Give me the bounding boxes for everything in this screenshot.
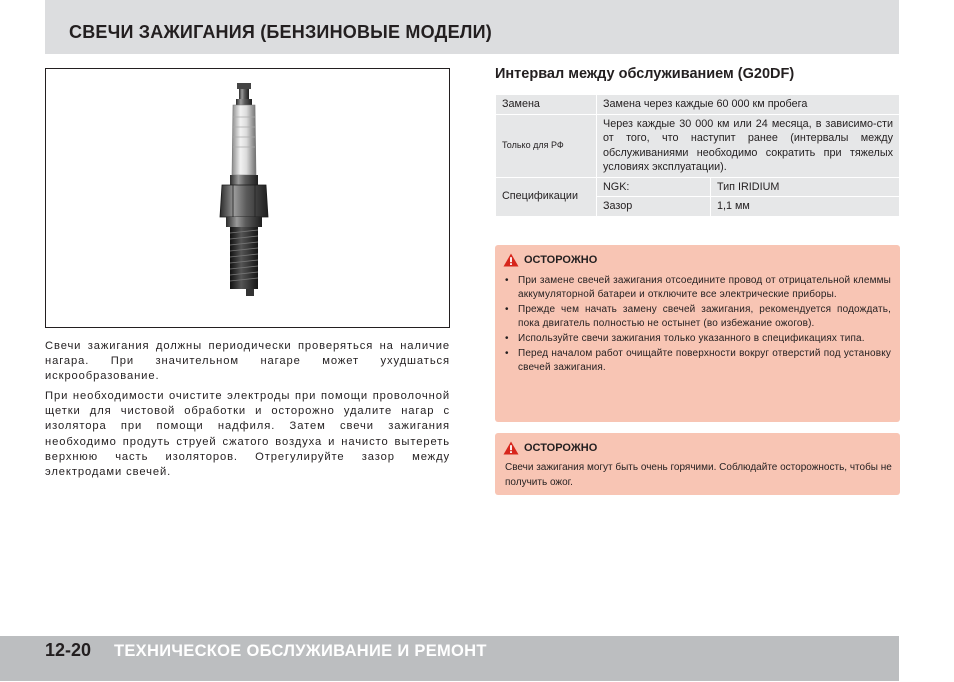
caution-header xyxy=(503,253,597,267)
list-item: • При замене свечей зажигания отсоедините провод от отрицательной клеммы аккумуляторной батареи и отключите все электрические приборы. xyxy=(503,274,891,301)
table-cell: Зазор xyxy=(597,197,711,217)
caution-title: ОСТОРОЖНО xyxy=(524,254,598,266)
warning-icon xyxy=(503,253,519,267)
table-row xyxy=(496,177,900,197)
table-cell: Тип IRIDIUM xyxy=(711,177,900,197)
list-item: • Используйте свечи зажигания только указанного в спецификациях типа. xyxy=(503,332,891,346)
caution-box-hot xyxy=(495,433,900,495)
chapter-title: ТЕХНИЧЕСКОЕ ОБСЛУЖИВАНИЕ И РЕМОНТ xyxy=(114,642,487,660)
warning-icon xyxy=(503,441,519,455)
paragraph-inspection: Свечи зажигания должны периодически проверяться на наличие нагара. При значительном нагаре может ухудшаться искрообразование. xyxy=(45,340,450,383)
table-row xyxy=(496,114,900,177)
list-item: • Прежде чем начать замену свечей зажигания, рекомендуется подождать, пока двигатель полностью не остынет (во избежание ожогов). xyxy=(503,303,891,330)
spark-plug-photo xyxy=(45,68,450,328)
table-cell: Только для РФ xyxy=(496,114,597,177)
caution-text: Свечи зажигания могут быть очень горячими. Соблюдайте осторожность, чтобы не получить ожог. xyxy=(505,462,892,488)
spark-plug-illustration xyxy=(46,69,449,327)
list-item: • Перед началом работ очищайте поверхности вокруг отверстий под установку свечей зажигания. xyxy=(503,347,891,374)
table-cell: 1,1 мм xyxy=(711,197,900,217)
caution-list xyxy=(503,274,891,376)
section-title: Интервал между обслуживанием (G20DF) xyxy=(495,66,795,82)
table-cell: Спецификации xyxy=(496,177,597,216)
caution-title: ОСТОРОЖНО xyxy=(524,442,598,454)
service-interval-table xyxy=(495,94,900,217)
page-title: СВЕЧИ ЗАЖИГАНИЯ (БЕНЗИНОВЫЕ МОДЕЛИ) xyxy=(69,22,492,42)
table-cell: Замена через каждые 60 000 км пробега xyxy=(597,95,900,115)
table-row xyxy=(496,95,900,115)
page-number: 12-20 xyxy=(45,640,92,660)
paragraph-cleaning: При необходимости очистите электроды при помощи проволочной щетки для чистовой обработки и осторожно удалите нагар с изолятора при помощи надфиля. Затем свечи зажигания необходимо продуть струей сжатого воздуха и начисто вытереть верхнюю часть изоляторов. Отрегулируйте зазор между электродами свечей. xyxy=(45,390,450,479)
caution-header xyxy=(503,441,597,455)
header-bar xyxy=(45,0,899,54)
table-cell: NGK: xyxy=(597,177,711,197)
caution-box xyxy=(495,245,900,422)
table-cell: Через каждые 30 000 км или 24 месяца, в зависимо-сти от того, что наступит ранее (интервалы между обслуживаниями необходимо сократить при тяжелых условиях эксплуатации). xyxy=(597,114,900,177)
table-cell: Замена xyxy=(496,95,597,115)
